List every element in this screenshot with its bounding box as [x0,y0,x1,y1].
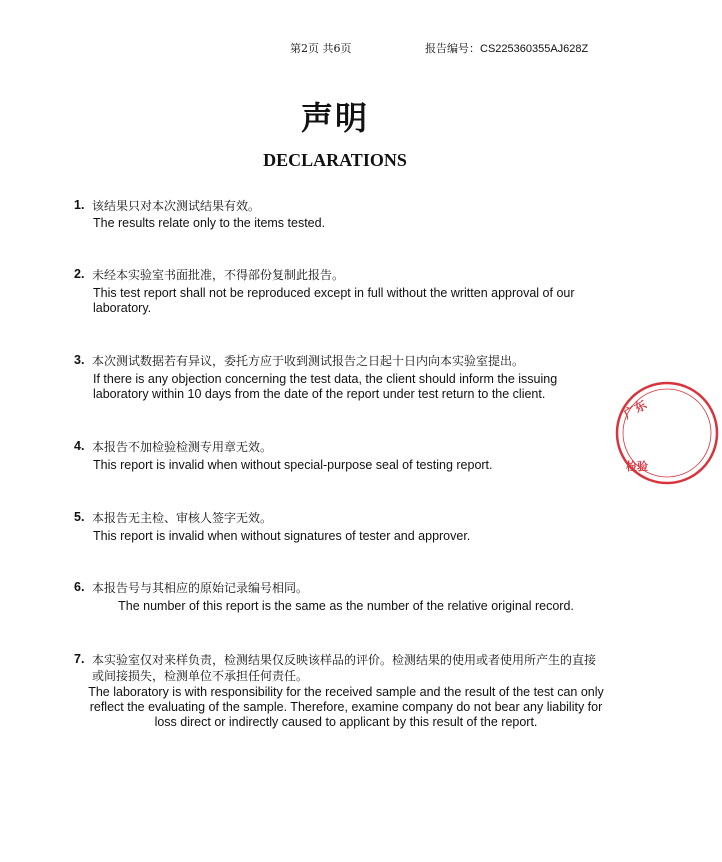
item-english-text: The laboratory is with responsibility for the received sample and the result of the test can only reflect the evaluating of the sample. Therefore, examine company do not bear any liability for loss direct or indirectly caused to applicant by this result of the report. [88,685,604,729]
official-seal-stamp [612,378,722,488]
item-number: 2. [74,267,85,281]
item-number: 6. [74,580,85,594]
seal-text-side: 检验 [626,460,648,473]
page-number: 第2页 共6页 [290,42,352,55]
item-english-text: This report is invalid when without special-purpose seal of testing report. [93,458,493,472]
item-english-text: The results relate only to the items tested. [93,216,326,230]
item-chinese-text: 该结果只对本次测试结果有效。 [92,199,261,213]
item-number: 4. [74,439,85,453]
item-english-text: The number of this report is the same as the number of the relative original record. [118,599,574,613]
item-english-text: This report is invalid when without signatures of tester and approver. [93,529,471,543]
title-english: DECLARATIONS [263,150,407,170]
item-chinese-text: 本报告号与其相应的原始记录编号相同。 [92,581,309,595]
item-chinese-text: 本报告无主检、审核人签字无效。 [92,511,273,525]
seal-text-top: 广东 [621,397,650,422]
item-english-text: If there is any objection concerning the test data, the client should inform the issuing laboratory within 10 days from the date of the report under test return to the client. [93,372,558,401]
report-number: 报告编号：CS225360355AJ628Z [425,43,589,55]
item-chinese-text: 未经本实验室书面批准，不得部份复制此报告。 [92,268,345,282]
item-number: 5. [74,510,85,524]
item-english-text: This test report shall not be reproduced except in full without the written approval of our laboratory. [93,286,575,315]
item-number: 1. [74,198,85,212]
item-number: 3. [74,353,85,367]
item-chinese-text: 本实验室仅对来样负责，检测结果仅反映该样品的评价。检测结果的使用或者使用所产生的直接或间接损失，检测单位不承担任何责任。 [92,653,597,683]
item-chinese-text: 本次测试数据若有异议，委托方应于收到测试报告之日起十日内向本实验室提出。 [92,354,525,368]
item-number: 7. [74,652,85,666]
item-chinese-text: 本报告不加检验检测专用章无效。 [92,440,273,454]
title-chinese: 声明 [300,99,369,137]
